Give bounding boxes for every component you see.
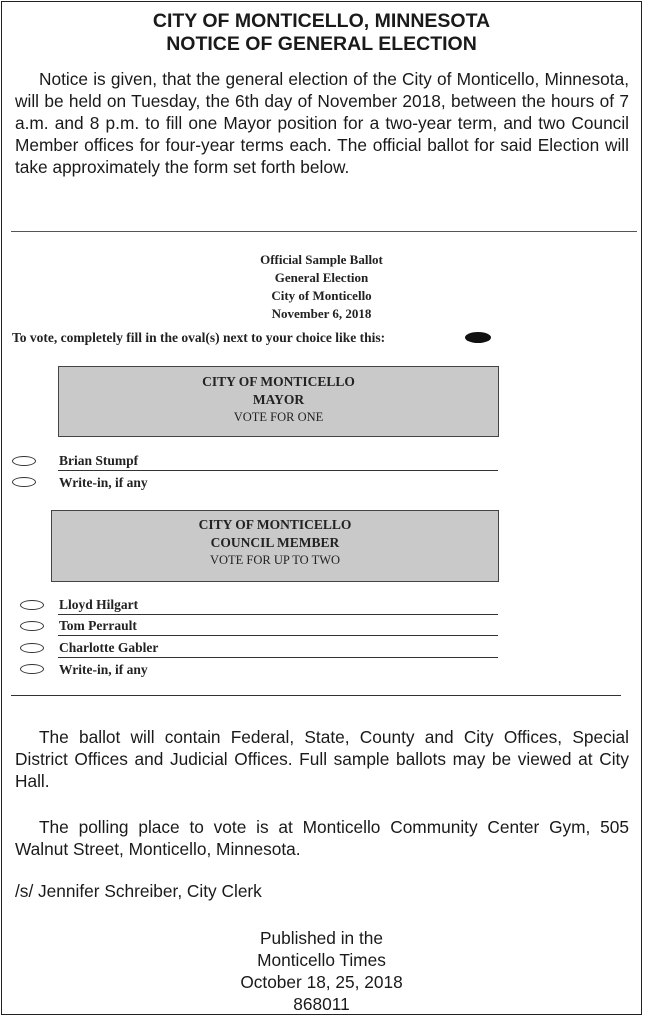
- council-contest-header: [51, 510, 499, 582]
- ballot-contents-paragraph: The ballot will contain Federal, State, County and City Offices, Special District Offices and Judicial Offices. Full sample ballots may be viewed at City Hall.: [15, 727, 629, 791]
- publication-ad-number: 868011: [293, 994, 350, 1014]
- ballot-instruction: To vote, completely fill in the oval(s) next to your choice like this:: [12, 330, 386, 345]
- ballot-title-line: Official Sample Ballot: [260, 252, 383, 267]
- ballot-bottom-divider: [11, 695, 621, 696]
- notice-page: [1, 1, 642, 1015]
- candidate-line: [58, 470, 498, 471]
- candidate-line: [58, 614, 498, 615]
- candidate-lloyd-hilgart: Lloyd Hilgart: [59, 597, 139, 612]
- header-city-title: CITY OF MONTICELLO, MINNESOTA: [152, 10, 491, 32]
- ballot-contents-block: [2, 726, 641, 792]
- council-contest-city: CITY OF MONTICELLO: [198, 517, 352, 532]
- ballot-title-block: [2, 251, 641, 323]
- header-notice-title: NOTICE OF GENERAL ELECTION: [166, 33, 477, 55]
- ballot-title-line: City of Monticello: [271, 288, 372, 303]
- publication-info: [2, 927, 641, 1015]
- vote-oval-charlotte-gabler[interactable]: [20, 643, 44, 653]
- council-contest-vote-count: VOTE FOR UP TO TWO: [209, 553, 341, 567]
- candidate-brian-stumpf: Brian Stumpf: [59, 453, 139, 468]
- vote-oval-brian-stumpf[interactable]: [12, 456, 36, 466]
- filled-oval-example-icon: [465, 332, 491, 343]
- mayor-contest-vote-count: VOTE FOR ONE: [233, 410, 324, 424]
- candidate-tom-perrault: Tom Perrault: [59, 618, 137, 633]
- publication-line: Published in the: [260, 928, 383, 948]
- clerk-signature: /s/ Jennifer Schreiber, City Clerk: [15, 881, 262, 901]
- publication-dates: October 18, 25, 2018: [240, 972, 403, 992]
- vote-oval-council-write-in[interactable]: [20, 664, 44, 674]
- candidate-line: [58, 657, 498, 658]
- candidate-mayor-write-in: Write-in, if any: [59, 475, 148, 490]
- vote-oval-tom-perrault[interactable]: [20, 621, 44, 631]
- intro-paragraph: Notice is given, that the general election of the City of Monticello, Minnesota, will be held on Tuesday, the 6th day of November 2018, between the hours of 7 a.m. and 8 p.m. to fill one Mayor position for a two-year term, and two Council Member offices for four-year terms each. The official ballot for said Election will take approximately the form set forth below.: [15, 69, 629, 177]
- ballot-title-line: General Election: [274, 270, 369, 285]
- mayor-contest-header: [58, 366, 499, 437]
- notice-header: [2, 10, 641, 56]
- polling-place-paragraph: The polling place to vote is at Monticello Community Center Gym, 505 Walnut Street, Monticello, Minnesota.: [15, 817, 629, 859]
- candidate-line: [58, 635, 498, 636]
- candidate-charlotte-gabler: Charlotte Gabler: [59, 640, 159, 655]
- council-contest-office: COUNCIL MEMBER: [210, 535, 340, 550]
- vote-oval-mayor-write-in[interactable]: [12, 477, 36, 487]
- mayor-contest-office: MAYOR: [252, 392, 305, 407]
- ballot-title-line: November 6, 2018: [271, 306, 372, 321]
- ballot-top-divider: [11, 231, 637, 232]
- polling-place-block: [2, 816, 641, 860]
- publication-newspaper: Monticello Times: [257, 950, 386, 970]
- mayor-contest-city: CITY OF MONTICELLO: [202, 374, 355, 389]
- vote-oval-lloyd-hilgart[interactable]: [20, 600, 44, 610]
- candidate-council-write-in: Write-in, if any: [59, 662, 148, 677]
